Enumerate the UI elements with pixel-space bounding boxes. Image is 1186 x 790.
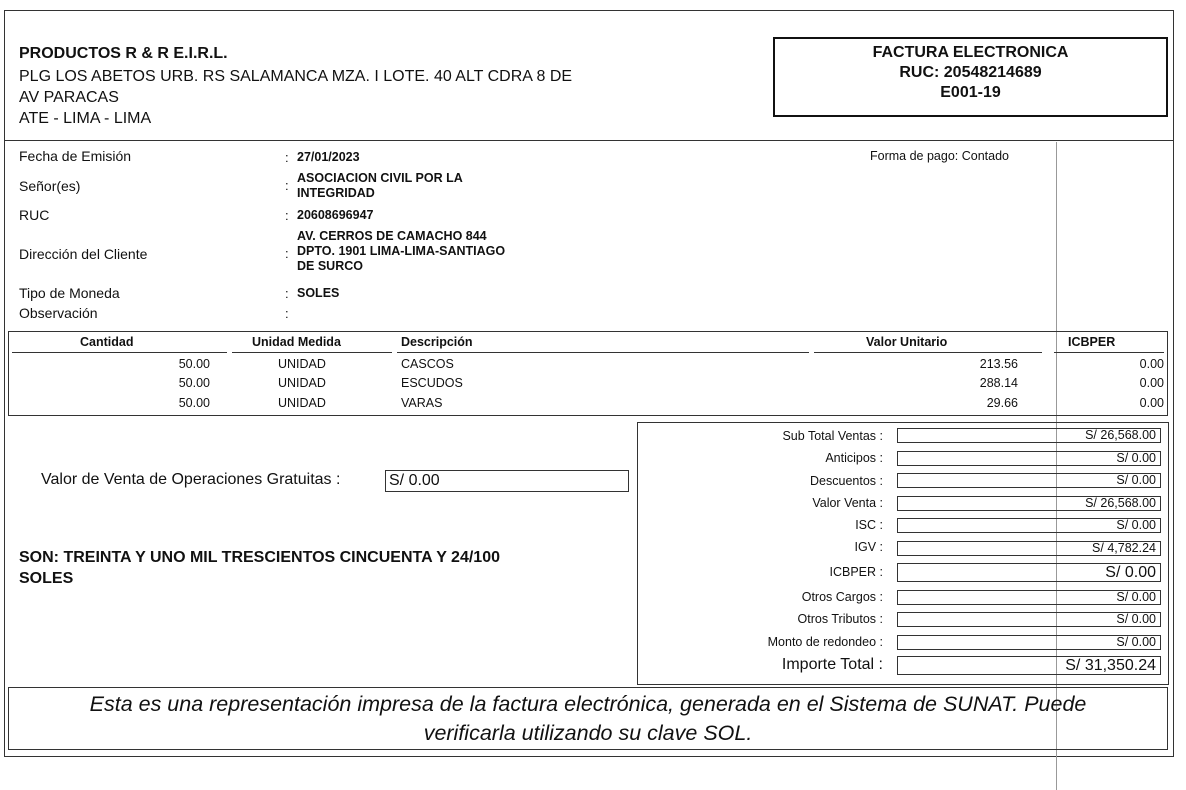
amount-in-words-line2: SOLES bbox=[19, 570, 74, 587]
header-divider bbox=[4, 140, 1174, 141]
header-underline bbox=[232, 352, 392, 353]
total-value: S/ 0.00 bbox=[897, 518, 1161, 533]
total-value: S/ 0.00 bbox=[897, 473, 1161, 488]
moneda-value: SOLES bbox=[297, 286, 340, 300]
direccion-value-line2: DPTO. 1901 LIMA-LIMA-SANTIAGO bbox=[297, 244, 506, 258]
direccion-value-line3: DE SURCO bbox=[297, 259, 363, 273]
issuer-name: PRODUCTOS R & R E.I.R.L. bbox=[19, 45, 228, 62]
moneda-colon: : bbox=[285, 286, 289, 301]
header-underline bbox=[1054, 352, 1164, 353]
cell-cantidad: 50.00 bbox=[178, 396, 210, 410]
amount-in-words-line1: SON: TREINTA Y UNO MIL TRESCIENTOS CINCUENTA Y 24/100 bbox=[19, 549, 500, 566]
total-label: ISC : bbox=[855, 518, 883, 532]
ruc-value: 20608696947 bbox=[297, 208, 374, 222]
col-header-cantidad: Cantidad bbox=[80, 335, 134, 349]
col-header-unidad: Unidad Medida bbox=[252, 335, 341, 349]
invoice-issuer-ruc: RUC: 20548214689 bbox=[899, 64, 1042, 81]
fecha-label: Fecha de Emisión bbox=[19, 148, 132, 164]
invoice-doc-type: FACTURA ELECTRONICA bbox=[872, 44, 1069, 61]
total-label: Otros Cargos : bbox=[801, 590, 883, 604]
direccion-label: Dirección del Cliente bbox=[19, 246, 148, 262]
ruc-label: RUC bbox=[19, 207, 50, 223]
footer-notice-line2: verificarla utilizando su clave SOL. bbox=[423, 721, 753, 745]
issuer-address-line3: ATE - LIMA - LIMA bbox=[19, 110, 152, 127]
col-header-descripcion: Descripción bbox=[401, 335, 473, 349]
observacion-colon: : bbox=[285, 306, 289, 321]
col-header-icbper: ICBPER bbox=[1068, 335, 1116, 349]
total-label: ICBPER : bbox=[829, 565, 883, 579]
total-label: Monto de redondeo : bbox=[767, 635, 883, 649]
amount-in-words bbox=[19, 547, 619, 589]
issuer-address-line1: PLG LOS ABETOS URB. RS SALAMANCA MZA. I LOTE. 40 ALT CDRA 8 DE bbox=[19, 68, 573, 85]
header-underline bbox=[814, 352, 1042, 353]
senor-value-line1: ASOCIACION CIVIL POR LA bbox=[297, 171, 463, 185]
total-label: IGV : bbox=[854, 540, 883, 554]
cell-unidad: UNIDAD bbox=[278, 396, 326, 410]
total-label: Importe Total : bbox=[781, 656, 883, 673]
cell-icbper: 0.00 bbox=[1139, 357, 1164, 371]
total-value: S/ 0.00 bbox=[897, 563, 1161, 582]
moneda-label: Tipo de Moneda bbox=[19, 285, 120, 301]
fecha-colon: : bbox=[285, 150, 289, 165]
direccion-value-line1: AV. CERROS DE CAMACHO 844 bbox=[297, 229, 487, 243]
cell-valor-unitario: 213.56 bbox=[979, 357, 1018, 371]
footer-notice-line1: Esta es una representación impresa de la factura electrónica, generada en el Sistema de SUNAT. Puede bbox=[89, 692, 1087, 716]
ruc-colon: : bbox=[285, 208, 289, 223]
senor-colon: : bbox=[285, 178, 289, 193]
cell-descripcion: CASCOS bbox=[401, 357, 454, 371]
invoice-number: E001-19 bbox=[940, 84, 1001, 101]
direccion-colon: : bbox=[285, 246, 289, 261]
total-label: Descuentos : bbox=[810, 474, 883, 488]
senor-value bbox=[297, 171, 463, 201]
total-value: S/ 26,568.00 bbox=[897, 428, 1161, 443]
fecha-value: 27/01/2023 bbox=[297, 150, 360, 164]
total-value: S/ 0.00 bbox=[897, 612, 1161, 627]
total-value: S/ 26,568.00 bbox=[897, 496, 1161, 511]
total-value: S/ 4,782.24 bbox=[897, 541, 1161, 556]
invoice-id-box bbox=[773, 37, 1168, 117]
cell-descripcion: ESCUDOS bbox=[401, 376, 463, 390]
cell-icbper: 0.00 bbox=[1139, 376, 1164, 390]
total-value: S/ 0.00 bbox=[897, 635, 1161, 650]
total-label: Otros Tributos : bbox=[797, 612, 883, 626]
cell-descripcion: VARAS bbox=[401, 396, 443, 410]
total-value: S/ 0.00 bbox=[897, 590, 1161, 605]
footer-notice bbox=[14, 690, 1162, 748]
direccion-value bbox=[297, 229, 505, 274]
cell-cantidad: 50.00 bbox=[178, 376, 210, 390]
cell-unidad: UNIDAD bbox=[278, 376, 326, 390]
cell-valor-unitario: 288.14 bbox=[979, 376, 1018, 390]
cell-icbper: 0.00 bbox=[1139, 396, 1164, 410]
total-value: S/ 0.00 bbox=[897, 451, 1161, 466]
senor-value-line2: INTEGRIDAD bbox=[297, 186, 375, 200]
total-label: Anticipos : bbox=[825, 451, 883, 465]
total-label: Sub Total Ventas : bbox=[782, 429, 883, 443]
gratuitas-label: Valor de Venta de Operaciones Gratuitas : bbox=[41, 471, 341, 488]
gratuitas-value: S/ 0.00 bbox=[385, 470, 629, 492]
header-underline bbox=[397, 352, 809, 353]
header-underline bbox=[12, 352, 227, 353]
cell-cantidad: 50.00 bbox=[178, 357, 210, 371]
total-label: Valor Venta : bbox=[812, 496, 883, 510]
issuer-address bbox=[19, 66, 679, 129]
cell-unidad: UNIDAD bbox=[278, 357, 326, 371]
forma-pago: Forma de pago: Contado bbox=[870, 149, 1009, 163]
col-header-valor-unitario: Valor Unitario bbox=[866, 335, 948, 349]
senor-label: Señor(es) bbox=[19, 178, 81, 194]
issuer-address-line2: AV PARACAS bbox=[19, 89, 119, 106]
cell-valor-unitario: 29.66 bbox=[986, 396, 1018, 410]
observacion-label: Observación bbox=[19, 305, 98, 321]
total-value: S/ 31,350.24 bbox=[897, 656, 1161, 675]
